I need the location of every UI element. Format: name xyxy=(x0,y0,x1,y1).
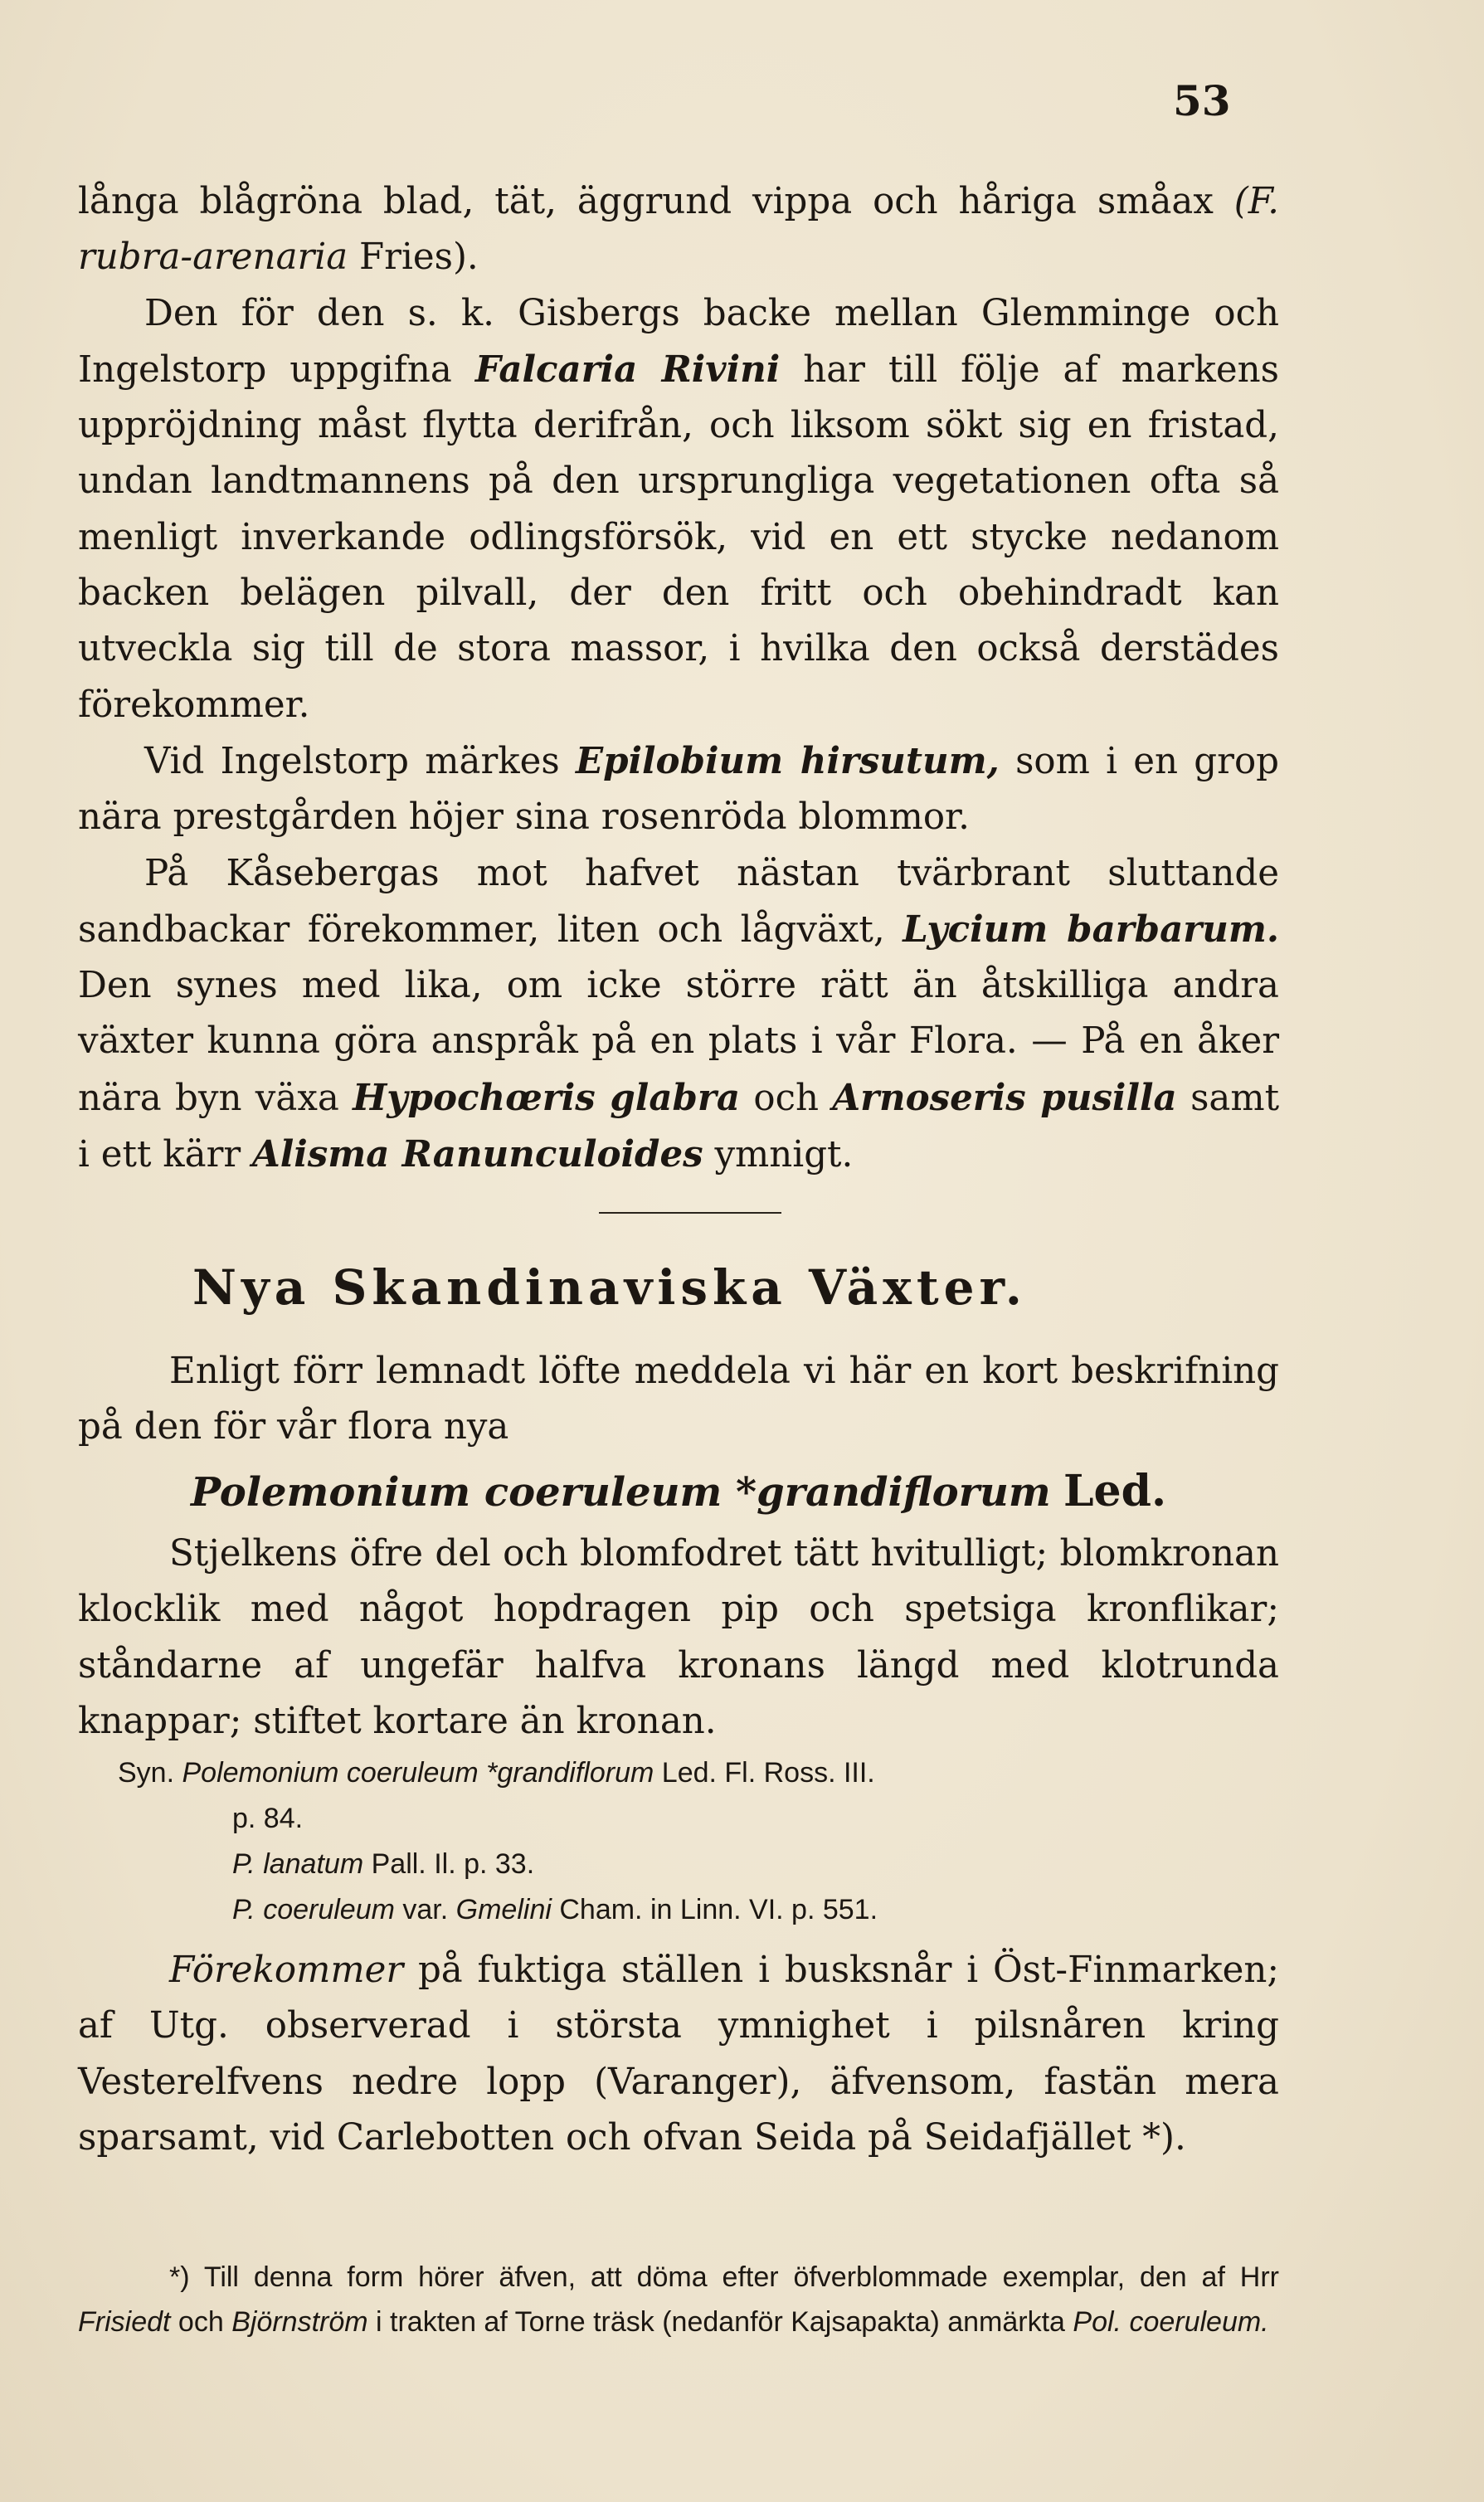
synonym-reference: Cham. in Linn. VI. p. 551. xyxy=(559,1894,878,1925)
species-name: Alisma Ranunculoides xyxy=(251,1133,703,1176)
species-name: Pol. coeruleum. xyxy=(1073,2306,1269,2338)
intro-paragraph: Enligt förr lemnadt löfte meddela vi här en kort beskrifning på den för vår flora nya xyxy=(78,1351,1279,1448)
occurrence-text xyxy=(78,1943,1279,2166)
text-span: och xyxy=(178,2306,224,2338)
species-description xyxy=(78,1526,1279,1750)
text-span: ymnigt. xyxy=(714,1134,854,1176)
body-text xyxy=(78,174,1279,1183)
text-span: har till följe af markens uppröjdning måst flytta derifrån, och liksom sökt sig en fristad, undan landtmannens på den ursprungliga vegetationen ofta så menligt inverkande odlingsförsök, vid en ett stycke nedanom backen belägen pilvall, der den fritt och obehindradt kan utveckla sig till de stora massor, i hvilka den också derstädes förekommer. xyxy=(78,348,1279,726)
intro-text xyxy=(78,1344,1279,1456)
text-span: som i en grop nära prestgården höjer sina rosenröda blommor. xyxy=(78,740,1279,839)
page-number: 53 xyxy=(1173,76,1231,125)
paragraph-2 xyxy=(78,286,1279,733)
synonym-line xyxy=(78,1842,1279,1887)
footnote xyxy=(78,2255,1279,2344)
synonym-line xyxy=(78,1887,1279,1933)
occurrence-paragraph xyxy=(78,1943,1279,2166)
text-span: Fries). xyxy=(358,236,479,279)
synonym-name: P. coeruleum xyxy=(232,1894,395,1925)
person-name: Frisiedt xyxy=(78,2306,171,2338)
occurrence-label: Förekommer xyxy=(169,1950,404,1991)
synonym-reference: p. 84. xyxy=(232,1803,304,1834)
synonym-label: Syn. xyxy=(118,1757,175,1789)
synonymy-block xyxy=(78,1750,1279,1933)
footnote-paragraph xyxy=(78,2255,1279,2344)
section-title: Nya Skandinaviska Växter. xyxy=(192,1259,1027,1316)
species-name: Arnoseris pusilla xyxy=(832,1076,1177,1119)
species-name: Epilobium hirsutum, xyxy=(575,739,1000,782)
species-heading xyxy=(78,1460,1279,1524)
species-name: (F. rubra-arenaria xyxy=(78,181,1280,279)
species-name: Hypochœris glabra xyxy=(353,1076,741,1119)
species-name: Falcaria Rivini xyxy=(474,348,781,391)
text-span: långa blågröna blad, tät, äggrund vippa och håriga småax xyxy=(78,181,1214,222)
synonym-var: var. xyxy=(402,1894,449,1925)
synonym-name: Gmelini xyxy=(455,1894,552,1925)
person-name: Björnström xyxy=(231,2306,368,2338)
paragraph-3 xyxy=(78,733,1279,846)
species-heading-name: Polemonium coeruleum *grandiflorum xyxy=(190,1469,1051,1516)
text-span: *) Till denna form hörer äfven, att döma efter öfverblommade exemplar, den af Hrr xyxy=(169,2261,1279,2293)
paragraph-4 xyxy=(78,846,1279,1184)
description-paragraph: Stjelkens öfre del och blomfodret tätt hvitulligt; blomkronan klocklik med något hopdragen pip och spetsiga kronflikar; ståndarne af ungefär halfva kronans längd med klotrunda knappar; stiftet kortare än kronan. xyxy=(78,1533,1279,1742)
paragraph-1 xyxy=(78,174,1279,286)
text-span: På Kåsebergas mot hafvet nästan tvärbrant sluttande sandbackar förekommer, liten och lågväxt, xyxy=(78,852,1279,951)
text-span: Den för den s. k. Gisbergs backe mellan Glemminge och Ingelstorp uppgifna xyxy=(78,292,1279,391)
species-name: Lycium barbarum. xyxy=(903,908,1279,951)
species-heading-author: Led. xyxy=(1063,1466,1167,1516)
text-span: och xyxy=(753,1077,819,1119)
synonym-reference: Led. Fl. Ross. III. xyxy=(661,1757,875,1789)
text-span: Vid Ingelstorp märkes xyxy=(144,740,560,782)
text-span: Den synes med lika, om icke större rätt än åtskilliga andra växter kunna göra anspråk på en plats i vår Flora. — På en åker nära byn växa xyxy=(78,965,1279,1119)
section-divider xyxy=(599,1212,781,1214)
synonym-reference: Pall. Il. p. 33. xyxy=(371,1848,535,1880)
synonym-name: P. lanatum xyxy=(232,1848,364,1880)
text-span: samt i ett kärr xyxy=(78,1077,1280,1176)
text-span: i trakten af Torne träsk (nedanför Kajsapakta) anmärkta xyxy=(376,2306,1065,2338)
synonym-line xyxy=(78,1796,1279,1842)
synonym-line xyxy=(78,1750,1279,1796)
synonym-name: Polemonium coeruleum *grandiflorum xyxy=(182,1757,654,1789)
text-span: på fuktiga ställen i busksnår i Öst-Finmarken; af Utg. observerad i största ymnighet i pilsnåren kring Vesterelfvens nedre lopp (Varanger), äfvensom, fastän mera sparsamt, vid Carlebotten och ofvan Seida på Seidafjället *). xyxy=(78,1950,1279,2159)
